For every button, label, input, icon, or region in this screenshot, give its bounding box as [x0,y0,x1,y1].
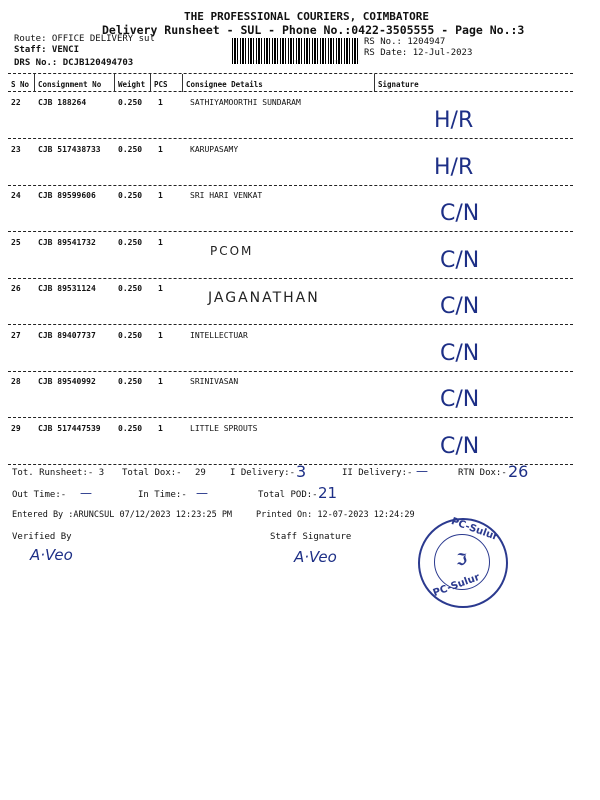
row-pcs: 1 [158,145,163,154]
row-signature: C/N [440,341,480,366]
col-consignee: Consignee Details [186,80,263,89]
row-consignee: SRI HARI VENKAT [190,191,263,200]
row-divider [8,278,573,279]
row-consignment-no: CJB 89599606 [38,191,96,200]
entered-by: Entered By :ARUNCSUL 07/12/2023 12:23:25 PM [12,510,233,520]
rtn-dox-value: 26 [508,462,529,481]
col-weight: Weight [118,80,146,89]
out-time-value: — [80,486,92,500]
row-signature: H/R [434,155,474,180]
row-pcs: 1 [158,98,163,107]
row-divider [8,231,573,232]
rs-date: RS Date: 12-Jul-2023 [364,48,473,58]
row-signature: C/N [440,294,480,319]
row-weight: 0.250 [118,145,143,154]
tot-runsheet: Tot. Runsheet:- 3 [12,468,105,478]
row-weight: 0.250 [118,284,143,293]
row-consignment-no: CJB 517447539 [38,424,101,433]
col-consignment: Consignment No [38,80,102,89]
row-divider [8,138,573,139]
total-dox-label: Total Dox:- [122,468,182,478]
stamp-initial-icon: ℑ [456,550,468,569]
in-time-label: In Time:- [138,490,187,500]
staff-label: Staff: VENCI [14,45,80,55]
rs-number: RS No.: 1204947 [364,37,446,47]
ii-delivery-label: II Delivery:- [342,468,413,478]
printed-on: Printed On: 12-07-2023 12:24:29 [256,510,415,520]
row-consignment-no: CJB 188264 [38,98,87,107]
row-signature: C/N [440,387,480,412]
row-divider [8,185,573,186]
row-signature: C/N [440,434,480,459]
row-signature: H/R [434,108,474,133]
row-sno: 28 [11,377,21,386]
drs-number: DRS No.: DCJB120494703 [14,58,134,68]
row-divider [8,464,573,465]
row-divider [8,371,573,372]
divider [8,91,573,92]
row-sno: 27 [11,331,21,340]
stamp-top-text: PC-Sulur [449,515,500,544]
route-label: Route: OFFICE DELIVERY sul [14,34,155,44]
row-sno: 29 [11,424,21,433]
row-consignee: KARUPASAMY [190,145,239,154]
rtn-dox-label: RTN Dox:- [458,468,507,478]
row-consignment-no: CJB 89531124 [38,284,96,293]
col-signature: Signature [378,80,419,89]
barcode-image [232,38,358,64]
row-pcs: 1 [158,238,163,247]
verified-by-label: Verified By [12,532,72,542]
i-delivery-value: 3 [296,462,307,481]
row-signature: C/N [440,248,480,273]
row-pcs: 1 [158,424,163,433]
row-pcs: 1 [158,331,163,340]
verified-signature: A·Veo [30,546,73,564]
row-weight: 0.250 [118,377,143,386]
row-pcs: 1 [158,284,163,293]
out-time-label: Out Time:- [12,490,67,500]
row-divider [8,324,573,325]
row-consignee: SRINIVASAN [190,377,239,386]
col-pcs: PCS [154,80,168,89]
col-sno: S No [11,80,30,89]
row-sno: 23 [11,145,21,154]
company-title: THE PROFESSIONAL COURIERS, COIMBATORE [184,10,430,23]
row-sno: 22 [11,98,21,107]
office-stamp [418,515,508,608]
staff-signature: A·Veo [294,548,337,566]
row-consignment-no: CJB 89540992 [38,377,96,386]
row-weight: 0.250 [118,238,143,247]
stamp-bottom-text: PC-Sulur [431,571,482,600]
row-consignee: INTELLECTUAR [190,331,248,340]
i-delivery-label: I Delivery:- [230,468,296,478]
total-pod-label: Total POD:- [258,490,318,500]
row-weight: 0.250 [118,98,143,107]
divider [8,73,573,74]
row-consignment-no: CJB 517438733 [38,145,101,154]
staff-signature-label: Staff Signature [270,532,352,542]
row-handwritten-name: PCOM [210,244,254,258]
row-weight: 0.250 [118,424,143,433]
row-weight: 0.250 [118,191,143,200]
row-divider [8,417,573,418]
row-pcs: 1 [158,377,163,386]
total-pod-value: 21 [318,484,338,502]
row-consignment-no: CJB 89407737 [38,331,96,340]
runsheet-subtitle: Delivery Runsheet - SUL - Phone No.:0422-3505555 - Page No.:3 [102,23,525,37]
ii-delivery-value: — [416,464,428,478]
in-time-value: — [196,486,208,500]
row-consignee: LITTLE SPROUTS [190,424,258,433]
row-sno: 26 [11,284,21,293]
total-dox-value: 29 [195,468,206,478]
row-sno: 24 [11,191,21,200]
row-handwritten-name: JAGANATHAN [208,290,320,306]
row-consignee: SATHIYAMOORTHI SUNDARAM [190,98,301,107]
row-pcs: 1 [158,191,163,200]
row-weight: 0.250 [118,331,143,340]
row-consignment-no: CJB 89541732 [38,238,96,247]
row-signature: C/N [440,201,480,226]
row-sno: 25 [11,238,21,247]
